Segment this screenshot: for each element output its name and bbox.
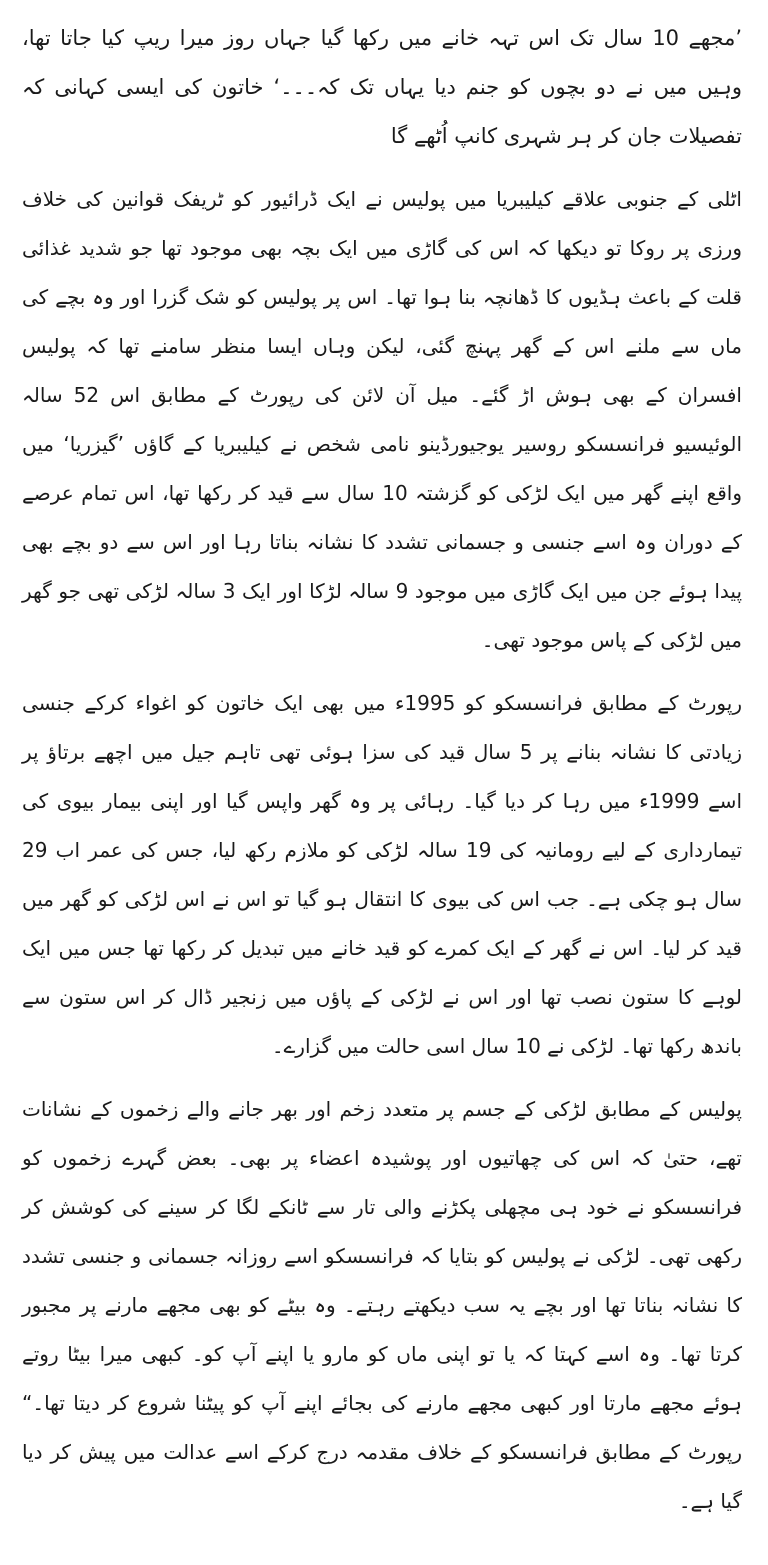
- article-paragraph-1: اٹلی کے جنوبی علاقے کیلیبریا میں پولیس نے ایک ڈرائیور کو ٹریفک قوانین کی خلاف ورزی پر روکا تو دیکھا کہ اس کی گاڑی میں ایک بچہ بھی موجود تھا جو شدید غذائی قلت کے باعث ہڈیوں کا ڈھانچہ بنا ہوا تھا۔ اس پر پولیس کو شک گزرا اور وہ بچے کی ماں سے ملنے اس کے گھر پہنچ گئی، لیکن وہاں ایسا منظر سامنے تھا کہ پولیس افسران کے بھی ہوش اڑ گئے۔ میل آن لائن کی رپورٹ کے مطابق اس 52 سالہ الوئیسیو فرانسسکو روسیر یوجیورڈینو نامی شخص نے کیلیبریا کے گاؤں ’گیزریا‘ میں واقع اپنے گھر میں ایک لڑکی کو گزشتہ 10 سال سے قید کر رکھا تھا، اس تمام عرصے کے دوران وہ اسے جنسی و جسمانی تشدد کا نشانہ بناتا رہا اور اس سے دو بچے بھی پیدا ہوئے جن میں ایک گاڑی میں موجود 9 سالہ لڑکا اور ایک 3 سالہ لڑکی تھی جو گھر میں لڑکی کے پاس موجود تھی۔: [22, 187, 743, 652]
- article-headline: ’مجھے 10 سال تک اس تہہ خانے میں رکھا گیا جہاں روز میرا ریپ کیا جاتا تھا، وہیں میں نے دو بچوں کو جنم دیا یہاں تک کہ۔۔۔‘ خاتون کی ایسی کہانی کہ تفصیلات جان کر ہر شہری کانپ اُٹھے گا: [22, 26, 742, 148]
- article-paragraph-2: رپورٹ کے مطابق فرانسسکو کو 1995ء میں بھی ایک خاتون کو اغواء کرکے جنسی زیادتی کا نشانہ بنانے پر 5 سال قید کی سزا ہوئی تھی تاہم جیل میں اچھے برتاؤ پر اسے 1999ء میں رہا کر دیا گیا۔ رہائی پر وہ گھر واپس گیا اور اپنی بیمار بیوی کی تیمارداری کے لیے رومانیہ کی 19 سالہ لڑکی کو ملازم رکھ لیا، جس کی عمر اب 29 سال ہو چکی ہے۔ جب اس کی بیوی کا انتقال ہو گیا تو اس نے اس لڑکی کو گھر میں قید کر لیا۔ اس نے گھر کے ایک کمرے کو قید خانے میں تبدیل کر رکھا تھا جس میں ایک لوہے کا ستون نصب تھا اور اس نے لڑکی کے پاؤں میں زنجیر ڈال کر اس ستون سے باندھ رکھا تھا۔ لڑکی نے 10 سال اسی حالت میں گزارے۔: [22, 691, 743, 1058]
- article-paragraph-3: پولیس کے مطابق لڑکی کے جسم پر متعدد زخم اور بھر جانے والے زخموں کے نشانات تھے، حتیٰ کہ اس کی چھاتیوں اور پوشیدہ اعضاء پر بھی۔ بعض گہرے زخموں کو فرانسسکو نے خود ہی مچھلی پکڑنے والی تار سے ٹانکے لگا کر سینے کی کوشش کر رکھی تھی۔ لڑکی نے پولیس کو بتایا کہ فرانسسکو اسے روزانہ جسمانی و جنسی تشدد کا نشانہ بناتا تھا اور بچے یہ سب دیکھتے رہتے۔ وہ بیٹے کو بھی مجھے مارنے پر مجبور کرتا تھا۔ وہ اسے کہتا کہ یا تو اپنی ماں کو مارو یا اپنے آپ کو۔ کبھی میرا بیٹا روتے ہوئے مجھے مارتا اور کبھی مجھے مارنے کی بجائے اپنے آپ کو پیٹنا شروع کر دیتا تھا۔“ رپورٹ کے مطابق فرانسسکو کے خلاف مقدمہ درج کرکے اسے عدالت میں پیش کر دیا گیا ہے۔: [22, 1097, 742, 1513]
